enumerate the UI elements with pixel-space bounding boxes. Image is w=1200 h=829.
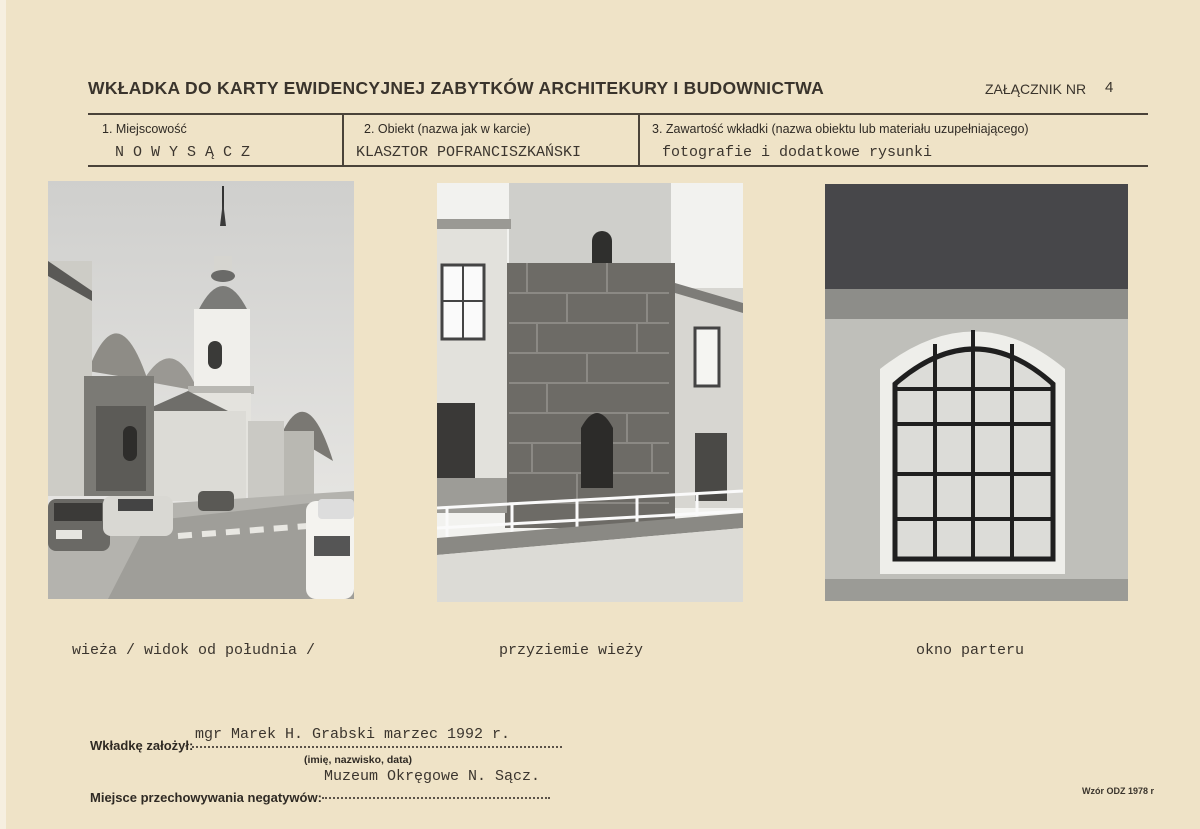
created-by-dotted-line — [192, 746, 562, 748]
created-by-hint: (imię, nazwisko, data) — [304, 754, 412, 766]
photo-tower-street-view — [48, 181, 354, 599]
object-label: 2. Obiekt (nazwa jak w karcie) — [364, 122, 531, 136]
storage-dotted-line — [322, 797, 550, 799]
contents-label: 3. Zawartość wkładki (nazwa obiektu lub materiału uzupełniającego) — [652, 122, 1029, 136]
annex-label: ZAŁĄCZNIK NR — [985, 81, 1087, 97]
field-divider-1 — [342, 114, 344, 166]
header-rule-bottom — [88, 165, 1148, 167]
form-template-mark: Wzór ODZ 1978 r — [1082, 786, 1155, 796]
card-title: WKŁADKA DO KARTY EWIDENCYJNEJ ZABYTKÓW ARCHITEKURY I BUDOWNICTWA — [88, 78, 825, 98]
created-by-value: mgr Marek H. Grabski marzec 1992 r. — [195, 726, 511, 743]
locality-value: N O W Y S Ą C Z — [115, 144, 251, 161]
created-by-label: Wkładkę założył: — [90, 738, 194, 753]
storage-label: Miejsce przechowywania negatywów: — [90, 790, 322, 805]
object-value: KLASZTOR POFRANCISZKAŃSKI — [356, 144, 582, 161]
storage-value: Muzeum Okręgowe N. Sącz. — [324, 768, 541, 785]
photo-ground-floor-window — [825, 184, 1128, 601]
caption-photo-2: przyziemie wieży — [499, 642, 644, 659]
photo-tower-ground-floor — [437, 183, 743, 602]
caption-photo-1: wieża / widok od południa / — [72, 642, 316, 659]
field-divider-2 — [638, 114, 640, 166]
contents-value: fotografie i dodatkowe rysunki — [662, 144, 933, 161]
locality-label: 1. Miejscowość — [102, 122, 187, 136]
paper-edge — [0, 0, 6, 829]
annex-number: 4 — [1105, 79, 1114, 96]
header-rule-top — [88, 113, 1148, 115]
caption-photo-3: okno parteru — [916, 642, 1025, 659]
